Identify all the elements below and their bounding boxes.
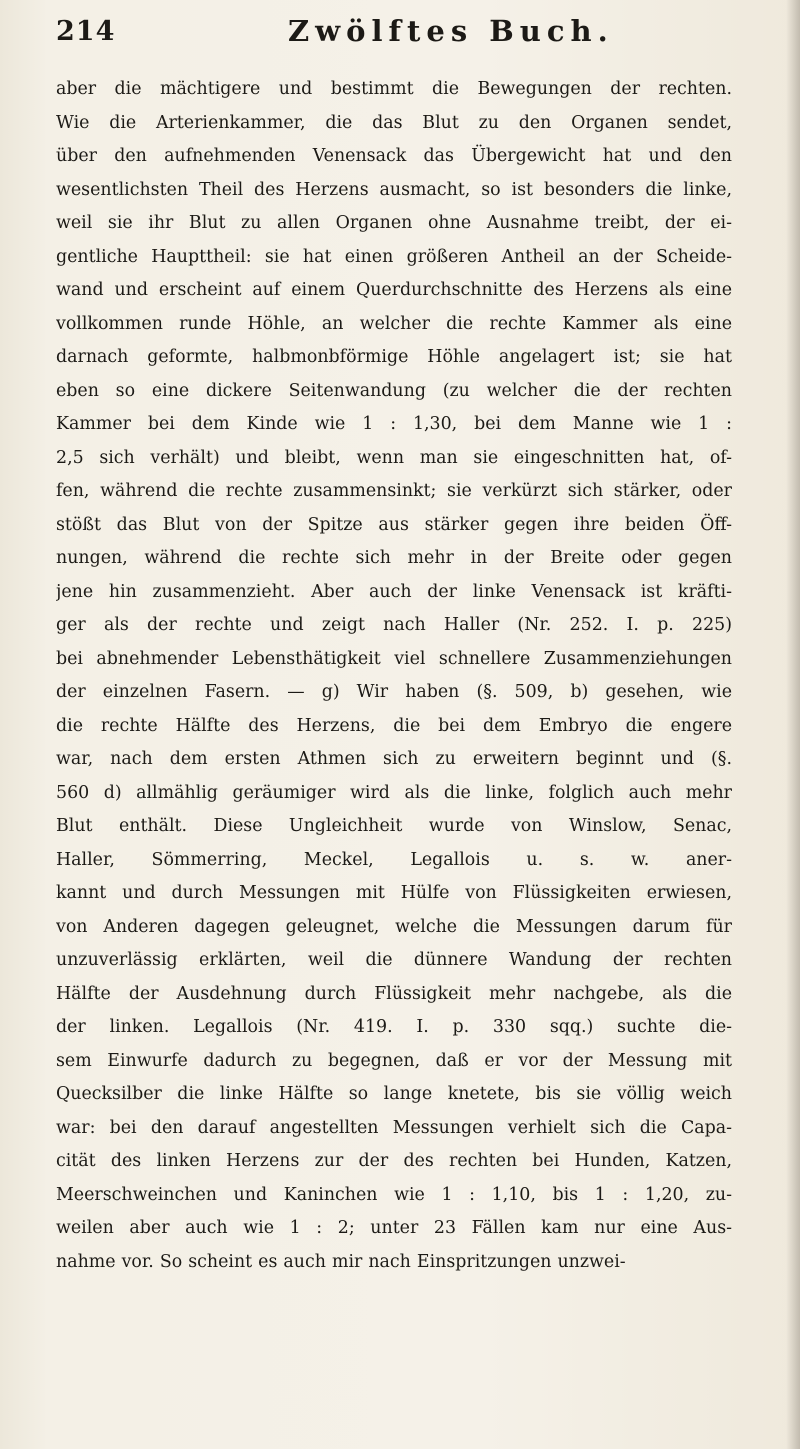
text-line: sem Einwurfe dadurch zu begegnen, daß er vor der Messung mit <box>56 1050 732 1071</box>
text-line: ger als der rechte und zeigt nach Haller (Nr. 252. I. p. 225) <box>56 615 732 635</box>
text-line: kannt und durch Messungen mit Hülfe von Flüssigkeiten erwiesen, <box>56 883 732 903</box>
text-line: Quecksilber die linke Hälfte so lange knetete, bis sie völlig weich <box>56 1084 732 1104</box>
text-line: Haller, Sömmerring, Meckel, Legallois u. s. w. aner- <box>56 849 732 870</box>
text-line: aber die mächtigere und bestimmt die Bewegungen der rechten. <box>56 79 732 99</box>
text-line: die rechte Hälfte des Herzens, die bei dem Embryo die engere <box>56 715 732 736</box>
text-line: darnach geformte, halbmonbförmige Höhle angelagert ist; sie hat <box>56 347 732 367</box>
text-line: über den aufnehmenden Venensack das Übergewicht hat und den <box>56 146 732 166</box>
text-line: weil sie ihr Blut zu allen Organen ohne Ausnahme treibt, der ei- <box>56 213 732 233</box>
text-line: nungen, während die rechte sich mehr in der Breite oder gegen <box>56 548 732 568</box>
page-header <box>56 10 746 60</box>
text-line: war, nach dem ersten Athmen sich zu erweitern beginnt und (§. <box>56 749 732 769</box>
text-line: von Anderen dagegen geleugnet, welche die Messungen darum für <box>56 916 732 937</box>
text-line: 560 d) allmählig geräumiger wird als die linke, folglich auch mehr <box>56 782 732 803</box>
text-line: gentliche Haupttheil: sie hat einen größeren Antheil an der Scheide- <box>56 246 732 267</box>
text-line: unzuverlässig erklärten, weil die dünnere Wandung der rechten <box>56 950 732 970</box>
text-line: der linken. Legallois (Nr. 419. I. p. 330 sqq.) suchte die- <box>56 1017 732 1037</box>
text-line: vollkommen runde Höhle, an welcher die rechte Kammer als eine <box>56 313 732 334</box>
text-line: 2,5 sich verhält) und bleibt, wenn man sie eingeschnitten hat, of- <box>56 447 732 468</box>
text-line: Blut enthält. Diese Ungleichheit wurde von Winslow, Senac, <box>56 816 732 836</box>
text-line: wand und erscheint auf einem Querdurchschnitte des Herzens als eine <box>56 280 732 300</box>
text-line: Wie die Arterienkammer, die das Blut zu den Organen sendet, <box>56 112 732 133</box>
text-line: Kammer bei dem Kinde wie 1 : 1,30, bei dem Manne wie 1 : <box>56 414 732 434</box>
text-line: war: bei den darauf angestellten Messungen verhielt sich die Capa- <box>56 1117 732 1138</box>
page-edge-shadow <box>786 0 800 1449</box>
text-line: cität des linken Herzens zur der des rechten bei Hunden, Katzen, <box>56 1151 732 1171</box>
page-number: 214 <box>56 16 116 47</box>
body-text <box>56 73 732 1279</box>
text-line: der einzelnen Fasern. — g) Wir haben (§. 509, b) gesehen, wie <box>56 682 732 702</box>
text-line: Hälfte der Ausdehnung durch Flüssigkeit mehr nachgebe, als die <box>56 983 732 1004</box>
text-line: wesentlichsten Theil des Herzens ausmacht, so ist besonders die linke, <box>56 179 732 200</box>
text-line: eben so eine dickere Seitenwandung (zu welcher die der rechten <box>56 380 732 401</box>
running-head: Zwölftes Buch. <box>288 14 614 48</box>
text-line: fen, während die rechte zusammensinkt; sie verkürzt sich stärker, oder <box>56 481 732 501</box>
text-line: bei abnehmender Lebensthätigkeit viel schnellere Zusammenziehungen <box>56 648 732 669</box>
text-line: jene hin zusammenzieht. Aber auch der linke Venensack ist kräfti- <box>56 581 732 602</box>
text-line: stößt das Blut von der Spitze aus stärker gegen ihre beiden Öff- <box>56 514 732 535</box>
text-line: weilen aber auch wie 1 : 2; unter 23 Fällen kam nur eine Aus- <box>56 1218 732 1238</box>
text-line: nahme vor. So scheint es auch mir nach Einspritzungen unzwei- <box>56 1251 626 1272</box>
text-line: Meerschweinchen und Kaninchen wie 1 : 1,10, bis 1 : 1,20, zu- <box>56 1184 732 1205</box>
